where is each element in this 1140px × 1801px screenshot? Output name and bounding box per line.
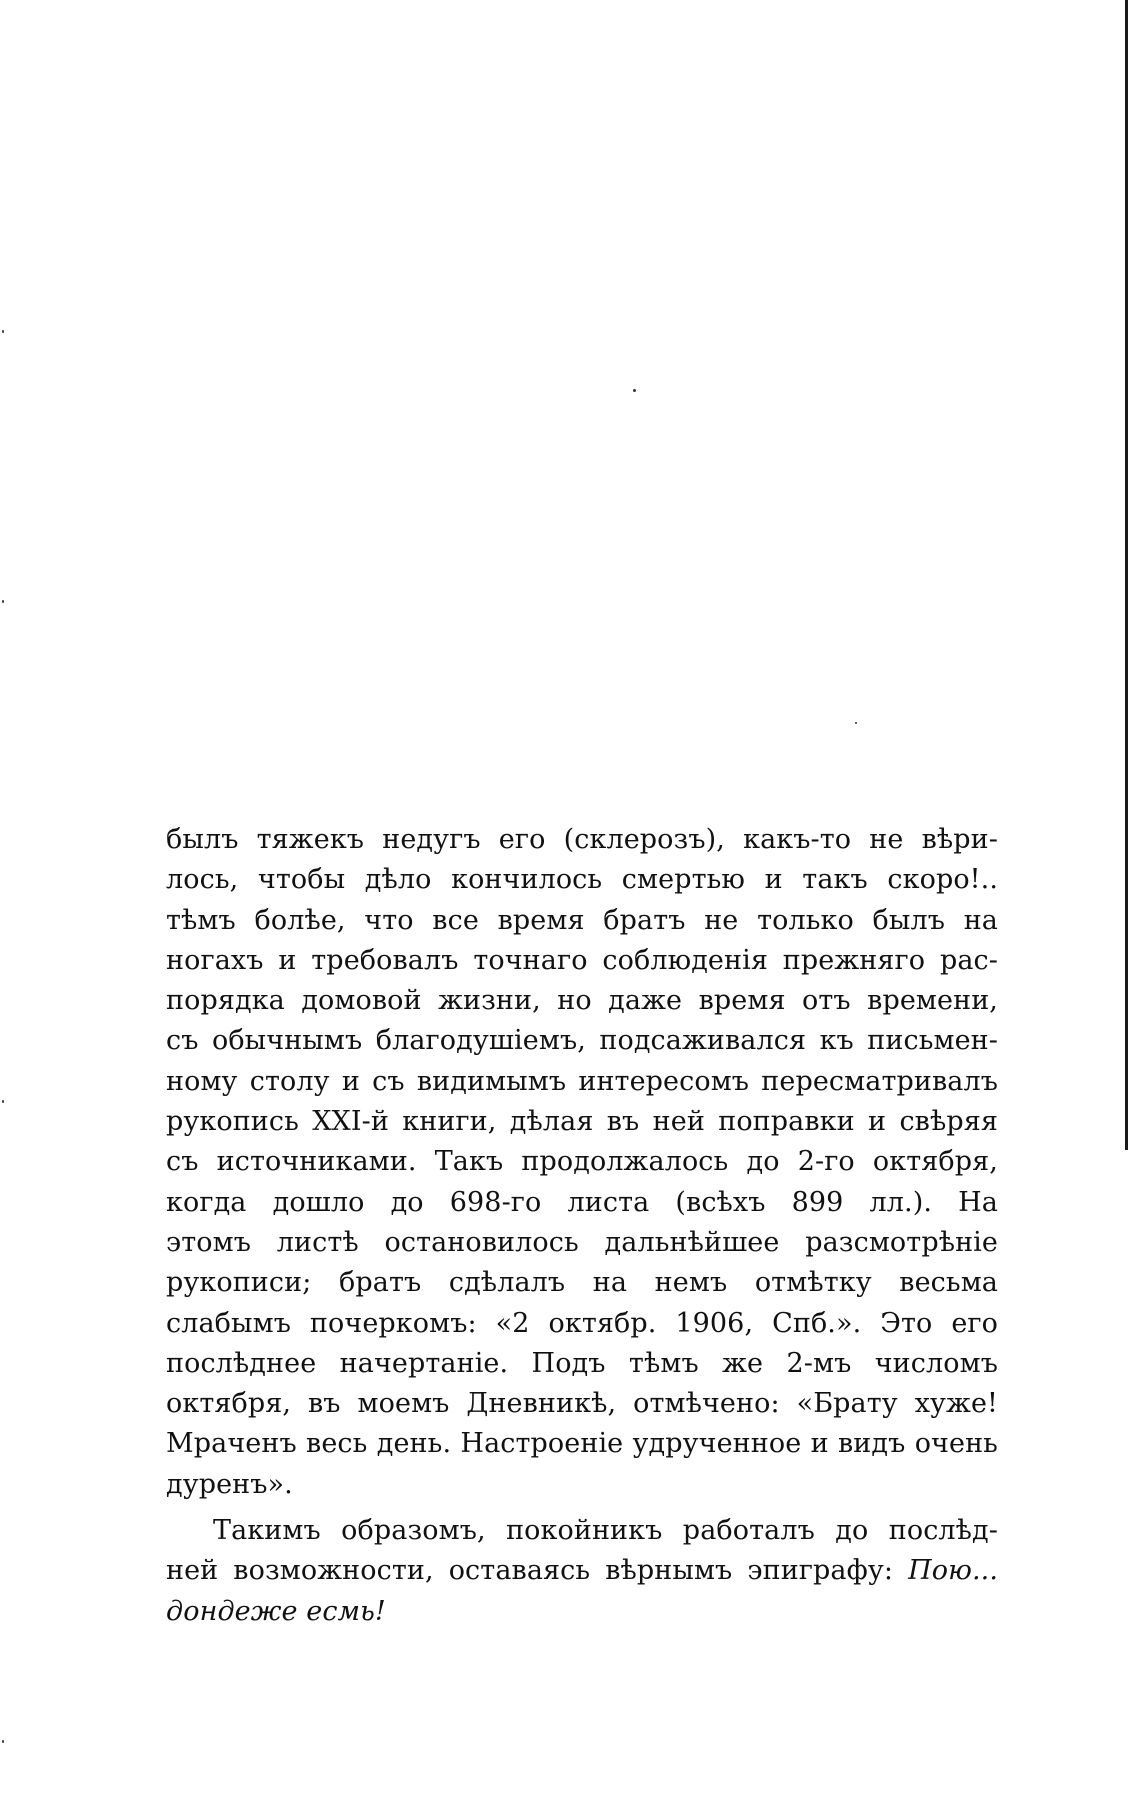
text-line: Такимъ образомъ, покойникъ работалъ до послѣд- <box>213 1515 998 1547</box>
text-line: когда дошло до 698-го листа (всѣхъ 899 лл.). На <box>166 1186 998 1218</box>
epigraph-italic: Пою... <box>908 1555 998 1587</box>
text-line: слабымъ почеркомъ: «2 октябр. 1906, Спб.». Это его <box>166 1307 998 1339</box>
text-line: съ источниками. Такъ продолжалось до 2-го октября, <box>166 1146 998 1178</box>
scan-speck <box>633 389 636 392</box>
epigraph-italic-line: дондеже есмь! <box>166 1595 386 1627</box>
paragraph-2 <box>166 1511 998 1632</box>
text-line: дуренъ». <box>166 1468 293 1500</box>
scan-speck <box>2 330 4 333</box>
text-line: этомъ листѣ остановилось дальнѣйшее разсмотрѣніе <box>166 1226 998 1258</box>
scan-speck <box>2 1100 4 1103</box>
text-line: Мраченъ весь день. Настроеніе удрученное и видъ очень <box>166 1428 998 1460</box>
text-fragment: ней возможности, оставаясь вѣрнымъ эпиграфу: <box>166 1555 894 1587</box>
text-line: рукопись XXI-й книги, дѣлая въ ней поправки и свѣряя <box>166 1106 998 1138</box>
text-line: ному столу и съ видимымъ интересомъ пересматривалъ <box>166 1065 998 1097</box>
text-line: съ обычнымъ благодушіемъ, подсаживался къ письмен- <box>166 1025 998 1057</box>
text-line: послѣднее начертаніе. Подъ тѣмъ же 2-мъ числомъ <box>166 1347 998 1379</box>
text-line: тѣмъ болѣе, что все время братъ не только былъ на <box>166 904 998 936</box>
scan-speck <box>2 600 4 603</box>
scan-speck <box>855 722 857 724</box>
text-line: ногахъ и требовалъ точнаго соблюденія прежняго рас- <box>166 944 998 976</box>
paragraph-1 <box>166 820 998 1505</box>
page-edge-line <box>1125 0 1128 1150</box>
body-text <box>166 820 998 1632</box>
text-line: былъ тяжекъ недугъ его (склерозъ), какъ-то не вѣри- <box>166 824 998 855</box>
text-line-with-epigraph <box>166 1551 998 1591</box>
text-line: октября, въ моемъ Дневникѣ, отмѣчено: «Брату хуже! <box>166 1388 998 1420</box>
text-line: лось, чтобы дѣло кончилось смертью и такъ скоро!.. <box>166 864 998 896</box>
text-line: рукописи; братъ сдѣлалъ на немъ отмѣтку весьма <box>166 1267 998 1299</box>
scan-speck <box>2 1740 4 1743</box>
text-line: порядка домовой жизни, но даже время отъ времени, <box>166 985 998 1017</box>
